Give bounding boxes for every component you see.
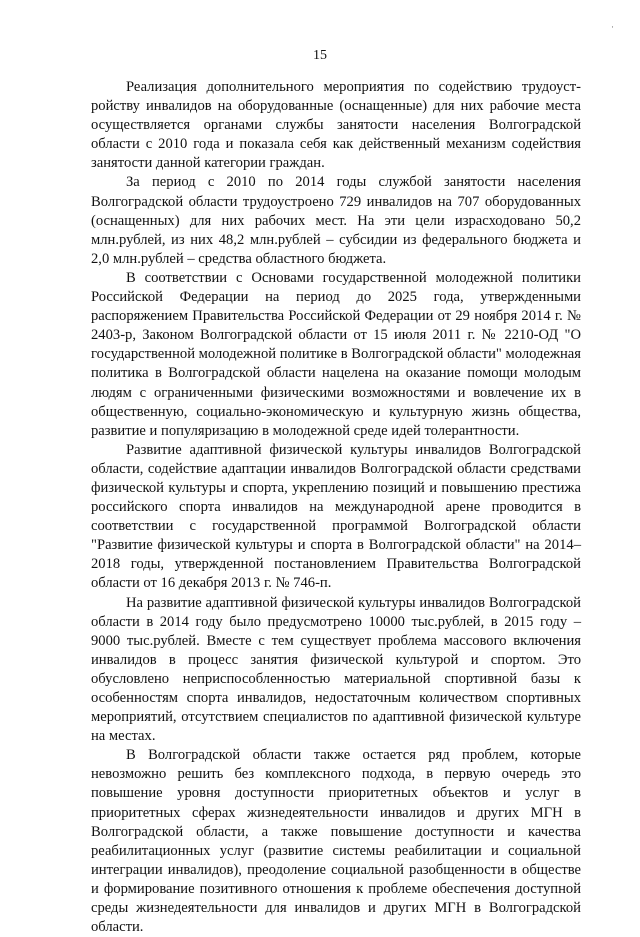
corner-mark: · — [611, 22, 614, 32]
paragraph-adaptive-sport: Развитие адаптивной физической культуры инвалидов Волгоградской области, содействие адаптации инвалидов Волгоградской области средствами физической культуры и спорта, укреплению позиций и повышению престижа российского спорта инвалидов на международной арене проводится в соответствии с государственной программой Волгоградской области "Развитие физической культуры и спорта в Волгоградской области" на 2014–2018 годы, утвержденной постановлением Правительства Волгоградской области от 16 декабря 2013 г. № 746-п. — [91, 441, 581, 592]
paragraph-remaining-problems: В Волгоградской области также остается ряд проблем, которые невозможно решить без комплексного подхода, в первую очередь это повышение уровня доступности приоритетных объектов и услуг в приоритетных сферах жизнедеятельности инвалидов и других МГН в Волгоградской области, а также повышение доступности и качества реабилитационных услуг (развитие системы реабилитации и социальной интеграции инвалидов), преодоление социальной разобщенности в обществе и формирование позитивного отношения к проблеме обеспечения доступной среды жизнедеятельности для инвалидов и других МГН в Волгоградской области. — [91, 747, 581, 936]
paragraph-youth-policy: В соответствии с Основами государственной молодежной политики Российской Федерации на период до 2025 года, утвержденными распоряжением Правительства Российской Федерации от 29 ноября 2014 г. № 2403-р, Законом Волгоградской области от 15 июля 2011 г. № 2210-ОД "О государственной молодежной политике в Волгоградской области" молодежная политика в Волгоградской области нацелена на оказание помощи молодым людям с ограниченными физическими возможностями и вовлечение их в общественную, социально-экономическую и культурную жизнь общества, развитие и популяризацию в молодежной среде идей толерантности. — [91, 269, 581, 439]
paragraph-employment-measure: Реализация дополнительного мероприятия по содействию трудоустройству инвалидов на оборудованные (оснащенные) для них рабочие места осуществляется органами службы занятости населения Волгоградской области с 2010 года и показала себя как действенный механизм содействия занятости данной категории граждан. — [91, 79, 581, 172]
paragraph-employment-stats: За период с 2010 по 2014 годы службой занятости населения Волгоградской области трудоустроено 729 инвалидов на 707 оборудованных (оснащенных) для них рабочих мест. На эти цели израсходовано 50,2 млн.рублей, из них 48,2 млн.рублей – субсидии из федерального бюджета и 2,0 млн.рублей – средства областного бюджета. — [91, 174, 581, 267]
page-number: 15 — [313, 48, 327, 63]
paragraph-sport-funding: На развитие адаптивной физической культуры инвалидов Волгоградской области в 2014 году было предусмотрено 10000 тыс.рублей, в 2015 году – 9000 тыс.рублей. Вместе с тем существует проблема массового включения инвалидов в процесс занятия физической культурой и спортом. Это обусловлено неприспособленностью материальной спортивной базы к особенностям спорта инвалидов, недостаточным количеством спортивных мероприятий, отсутствием специалистов по адаптивной физической культуре на местах. — [91, 594, 581, 745]
document-body — [91, 78, 581, 937]
